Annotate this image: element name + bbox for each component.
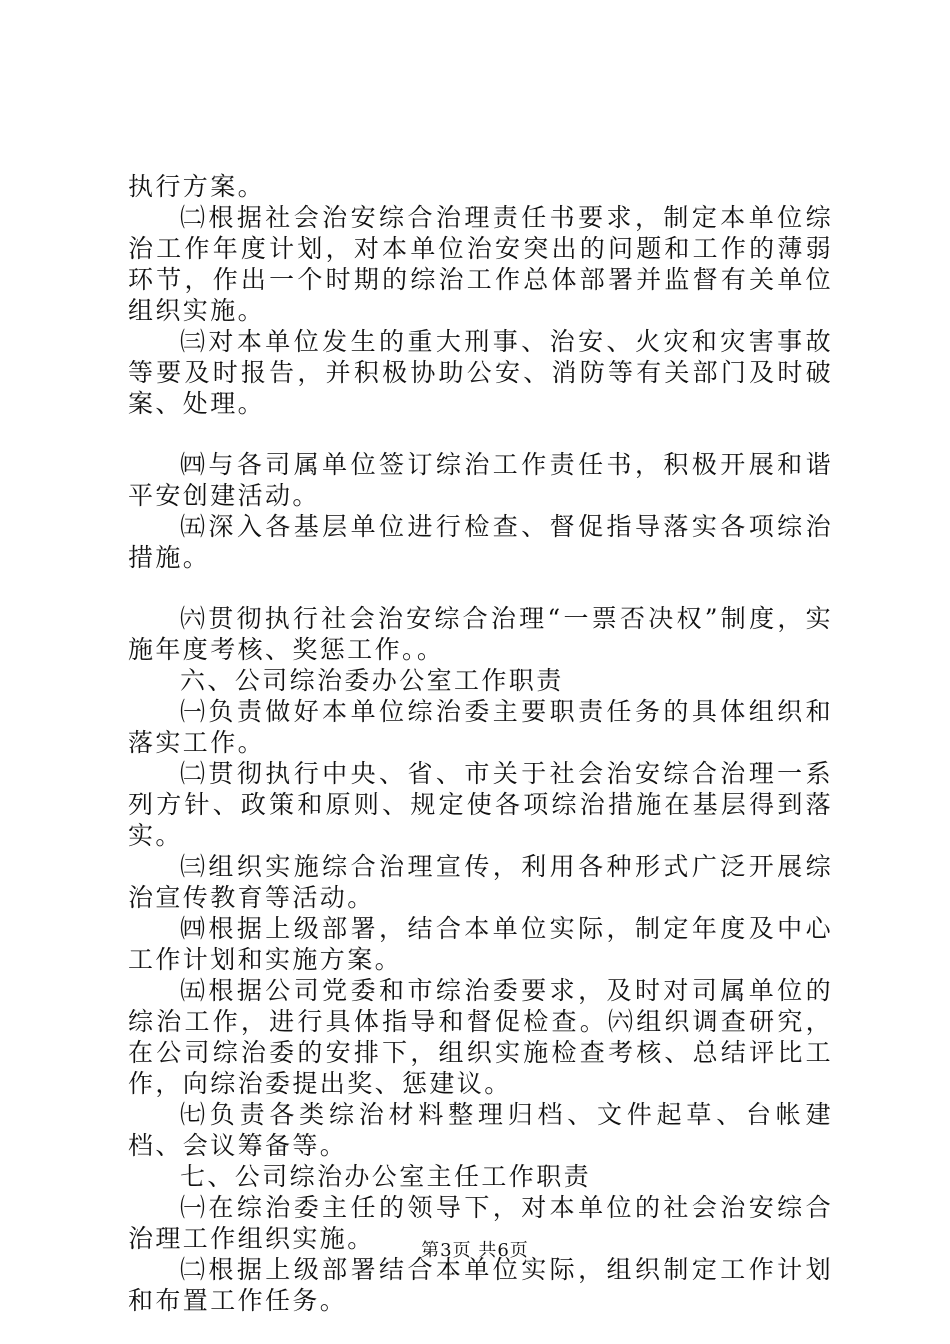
paragraph-director-item-1: ㈠在综治委主任的领导下，对本单位的社会治安综合治理工作组织实施。 [128, 1193, 833, 1253]
paragraph-office-item-4: ㈣根据上级部署，结合本单位实际，制定年度及中心工作计划和实施方案。 [128, 914, 833, 974]
paragraph-office-item-3: ㈢组织实施综合治理宣传，利用各种形式广泛开展综治宣传教育等活动。 [128, 852, 833, 912]
section-heading-seven: 七、公司综治办公室主任工作职责 [180, 1162, 592, 1191]
paragraph-item-5-inspection: ㈤深入各基层单位进行检查、督促指导落实各项综治措施。 [128, 512, 833, 572]
paragraph-item-4-agreement: ㈣与各司属单位签订综治工作责任书，积极开展和谐平安创建活动。 [128, 450, 833, 510]
paragraph-item-3-report: ㈢对本单位发生的重大刑事、治安、火灾和灾害事故等要及时报告，并积极协助公安、消防等有关部门及时破案、处理。 [128, 327, 833, 418]
paragraph-office-item-5-6: ㈤根据公司党委和市综治委要求，及时对司属单位的综治工作，进行具体指导和督促检查。㈥组织调查研究，在公司综治委的安排下，组织实施检查考核、总结评比工作，向综治委提出奖、惩建议。 [128, 976, 833, 1098]
paragraph-item-6-veto: ㈥贯彻执行社会治安综合治理“一票否决权”制度，实施年度考核、奖惩工作。。 [128, 604, 833, 664]
paragraph-office-item-7: ㈦负责各类综治材料整理归档、文件起草、台帐建档、会议筹备等。 [128, 1100, 833, 1160]
paragraph-director-item-2: ㈡根据上级部署结合本单位实际，组织制定工作计划和布置工作任务。 [128, 1255, 833, 1315]
paragraph-office-item-2: ㈡贯彻执行中央、省、市关于社会治安综合治理一系列方针、政策和原则、规定使各项综治措施在基层得到落实。 [128, 759, 833, 850]
page-number-footer: 第3页 共6页 [421, 1240, 529, 1261]
document-body [128, 171, 833, 1316]
paragraph-office-item-1: ㈠负责做好本单位综治委主要职责任务的具体组织和落实工作。 [128, 697, 833, 757]
section-heading-six: 六、公司综治委办公室工作职责 [180, 666, 564, 695]
paragraph-continuation: 执行方案。 [128, 172, 266, 201]
paragraph-item-2-plan: ㈡根据社会治安综合治理责任书要求，制定本单位综治工作年度计划，对本单位治安突出的问题和工作的薄弱环节，作出一个时期的综治工作总体部署并监督有关单位组织实施。 [128, 203, 833, 325]
